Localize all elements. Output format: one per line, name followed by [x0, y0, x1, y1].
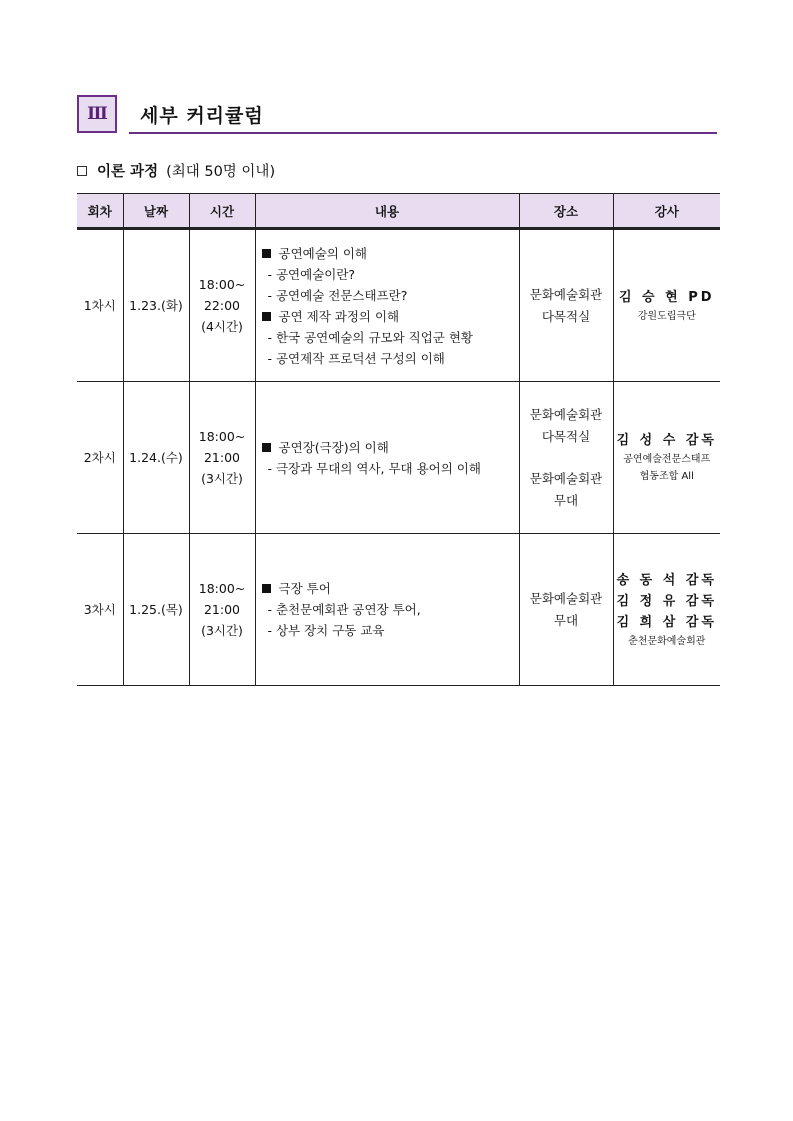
place-cell — [519, 382, 613, 534]
time-end: 22:00 — [203, 298, 241, 313]
content-cell — [255, 382, 519, 534]
table-row — [77, 229, 720, 382]
content-line: - 공연제작 프로덕션 구성의 이해 — [267, 350, 445, 366]
square-bullet-icon — [262, 312, 271, 321]
content-line: - 공연예술 전문스태프란? — [267, 287, 408, 303]
checkbox-square-icon — [77, 166, 87, 176]
header-place: 장소 — [519, 194, 613, 229]
session-cell: 2차시 — [77, 382, 123, 534]
place-spacer — [520, 448, 613, 468]
instructor-org: 춘천문화예술회관 — [628, 635, 706, 647]
place-line: 다목적실 — [541, 308, 591, 324]
square-bullet-icon — [262, 443, 271, 452]
content-cell — [255, 229, 519, 382]
subheading — [77, 160, 275, 181]
place-line: 무대 — [553, 612, 579, 628]
time-duration: (3시간) — [201, 623, 243, 638]
content-line: 극장 투어 — [262, 578, 519, 599]
time-end: 21:00 — [203, 602, 241, 617]
content-line: - 극장과 무대의 역사, 무대 용어의 이해 — [267, 460, 481, 476]
place-line: 다목적실 — [541, 428, 591, 444]
time-start: 18:00~ — [198, 429, 246, 444]
content-line: - 춘천문예회관 공연장 투어, — [267, 602, 421, 617]
instructor-org: 협동조합 All — [639, 471, 694, 482]
header-time: 시간 — [189, 194, 255, 229]
time-cell — [189, 382, 255, 534]
place-cell — [519, 534, 613, 686]
section-number: Ⅲ — [87, 104, 107, 124]
instructor-name: 송 동 석 감독 — [616, 572, 717, 588]
time-cell — [189, 534, 255, 686]
place-line: 문화예술회관 — [529, 406, 603, 422]
instructor-org: 강원도립극단 — [637, 310, 696, 322]
instructor-name: 김 희 삼 감독 — [616, 614, 717, 630]
section-header — [77, 95, 717, 135]
instructor-org: 공연예술전문스태프 — [623, 454, 711, 465]
content-line: - 상부 장치 구동 교육 — [267, 623, 385, 638]
header-content: 내용 — [255, 194, 519, 229]
session-cell: 3차시 — [77, 534, 123, 686]
instructor-cell — [613, 534, 720, 686]
instructor-cell — [613, 382, 720, 534]
content-line: - 한국 공연예술의 규모와 직업군 현황 — [267, 329, 474, 345]
content-line: 공연장(극장)의 이해 — [262, 437, 519, 458]
table-row — [77, 382, 720, 534]
content-line: 공연예술의 이해 — [262, 243, 519, 264]
place-line: 문화예술회관 — [529, 590, 603, 606]
instructor-cell — [613, 229, 720, 382]
time-start: 18:00~ — [198, 277, 246, 292]
header-session: 회차 — [77, 194, 123, 229]
session-cell: 1차시 — [77, 229, 123, 382]
time-duration: (4시간) — [201, 319, 243, 334]
instructor-name: 김 승 현 PD — [618, 289, 715, 305]
table-row — [77, 534, 720, 686]
section-underline — [129, 132, 717, 134]
date-cell: 1.23.(화) — [123, 229, 189, 382]
place-line: 무대 — [553, 492, 579, 508]
instructor-name: 김 성 수 감독 — [616, 433, 717, 448]
place-line: 문화예술회관 — [529, 470, 603, 486]
section-title: 세부 커리큘럼 — [140, 105, 264, 127]
section-number-box — [77, 95, 117, 133]
content-line: - 공연예술이란? — [267, 266, 356, 282]
header-instructor: 강사 — [613, 194, 720, 229]
date-cell: 1.25.(목) — [123, 534, 189, 686]
time-duration: (3시간) — [201, 471, 243, 486]
instructor-name: 김 정 유 감독 — [616, 593, 717, 609]
time-start: 18:00~ — [198, 581, 246, 596]
time-cell — [189, 229, 255, 382]
square-bullet-icon — [262, 584, 271, 593]
time-end: 21:00 — [203, 450, 241, 465]
subheading-note: (최대 50명 이내) — [166, 164, 276, 180]
subheading-title: 이론 과정 — [97, 164, 159, 180]
content-line: 공연 제작 과정의 이해 — [262, 306, 519, 327]
place-cell — [519, 229, 613, 382]
content-cell — [255, 534, 519, 686]
place-line: 문화예술회관 — [529, 286, 603, 302]
square-bullet-icon — [262, 249, 271, 258]
table-header-row — [77, 194, 720, 229]
curriculum-table — [77, 193, 720, 686]
header-date: 날짜 — [123, 194, 189, 229]
date-cell: 1.24.(수) — [123, 382, 189, 534]
